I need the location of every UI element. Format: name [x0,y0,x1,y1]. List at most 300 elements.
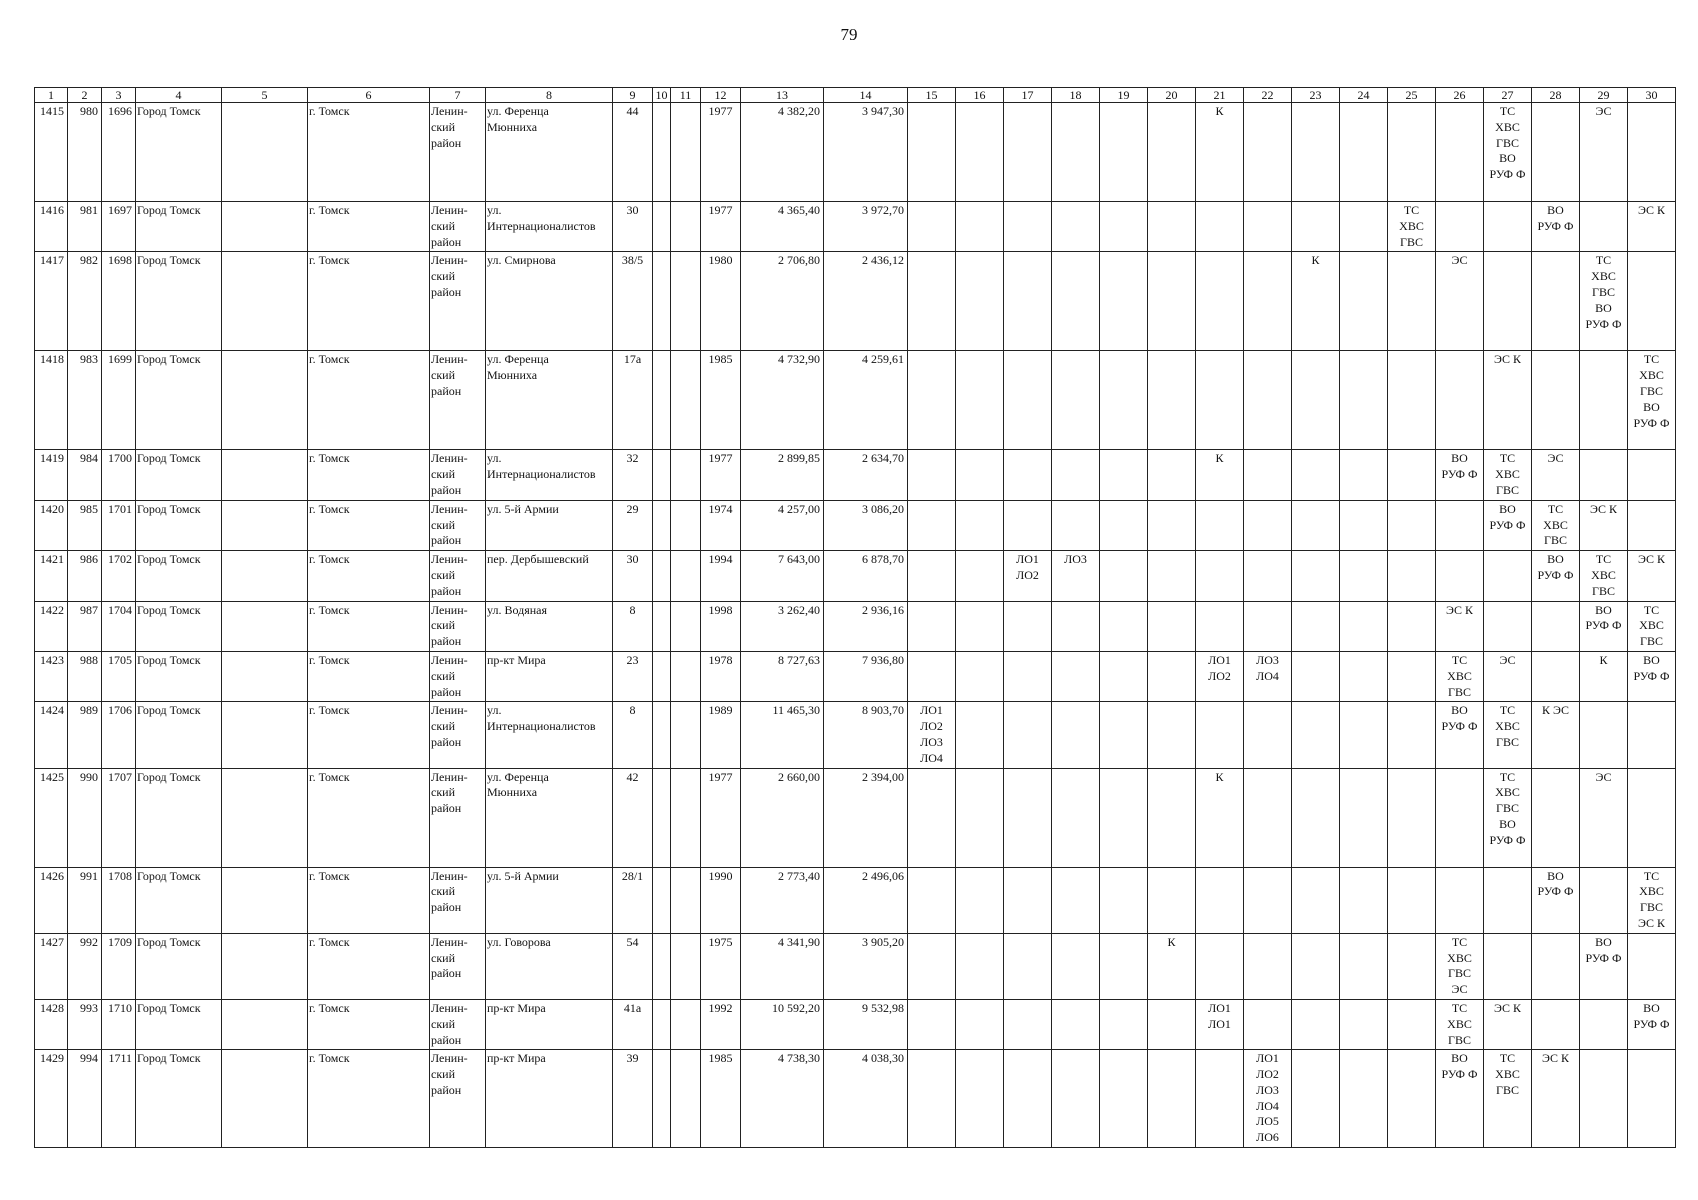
cell-col-18: ЛО3 [1052,551,1100,601]
cell-col-30: ЭС К [1628,551,1676,601]
cell-col-10 [653,551,671,601]
cell-col-13: 2 706,80 [741,252,824,351]
cell-col-11 [671,651,701,701]
cell-col-25 [1388,551,1436,601]
cell-col-22: ЛО3 ЛО4 [1244,651,1292,701]
cell-col-29 [1580,999,1628,1049]
cell-col-21 [1196,702,1244,768]
cell-col-9: 8 [613,601,653,651]
cell-col-1: 1423 [35,651,68,701]
cell-col-22 [1244,702,1292,768]
cell-col-17 [1004,351,1052,450]
cell-col-13: 7 643,00 [741,551,824,601]
cell-col-9: 30 [613,551,653,601]
cell-col-28 [1532,103,1580,202]
cell-col-11 [671,351,701,450]
cell-col-7: Ленин- ский район [430,933,486,999]
cell-col-12: 1998 [701,601,741,651]
cell-col-25: ТС ХВС ГВС [1388,202,1436,252]
cell-col-13: 4 365,40 [741,202,824,252]
cell-col-3: 1704 [102,601,136,651]
column-number-28: 28 [1532,88,1580,103]
cell-col-24 [1340,1050,1388,1148]
cell-col-23 [1292,202,1340,252]
column-number-6: 6 [308,88,430,103]
cell-col-2: 986 [68,551,102,601]
cell-col-9: 54 [613,933,653,999]
cell-col-11 [671,1050,701,1148]
cell-col-22 [1244,933,1292,999]
cell-col-26: ЭС К [1436,601,1484,651]
table-row [35,702,1676,768]
cell-col-17 [1004,651,1052,701]
cell-col-19 [1100,252,1148,351]
cell-col-23 [1292,351,1340,450]
cell-col-7: Ленин- ский район [430,351,486,450]
cell-col-8: пер. Дербышевский [486,551,613,601]
cell-col-19 [1100,202,1148,252]
cell-col-19 [1100,933,1148,999]
cell-col-29: ТС ХВС ГВС ВО РУФ Ф [1580,252,1628,351]
cell-col-3: 1697 [102,202,136,252]
table-row [35,651,1676,701]
cell-col-16 [956,103,1004,202]
cell-col-11 [671,500,701,550]
cell-col-13: 4 341,90 [741,933,824,999]
cell-col-26 [1436,768,1484,867]
cell-col-5 [222,351,308,450]
cell-col-12: 1994 [701,551,741,601]
cell-col-9: 39 [613,1050,653,1148]
cell-col-18 [1052,351,1100,450]
column-number-23: 23 [1292,88,1340,103]
cell-col-7: Ленин- ский район [430,651,486,701]
cell-col-4: Город Томск [136,551,222,601]
cell-col-23 [1292,867,1340,933]
column-number-row [35,88,1676,103]
cell-col-27 [1484,867,1532,933]
cell-col-12: 1985 [701,1050,741,1148]
cell-col-20: К [1148,933,1196,999]
cell-col-13: 3 262,40 [741,601,824,651]
cell-col-1: 1424 [35,702,68,768]
cell-col-7: Ленин- ский район [430,768,486,867]
column-number-24: 24 [1340,88,1388,103]
cell-col-16 [956,768,1004,867]
cell-col-2: 990 [68,768,102,867]
cell-col-23 [1292,103,1340,202]
cell-col-16 [956,933,1004,999]
column-number-16: 16 [956,88,1004,103]
cell-col-24 [1340,601,1388,651]
cell-col-24 [1340,202,1388,252]
cell-col-11 [671,601,701,651]
cell-col-19 [1100,450,1148,500]
cell-col-2: 981 [68,202,102,252]
cell-col-28 [1532,601,1580,651]
cell-col-1: 1426 [35,867,68,933]
cell-col-16 [956,1050,1004,1148]
cell-col-22 [1244,768,1292,867]
cell-col-20 [1148,768,1196,867]
cell-col-15 [908,999,956,1049]
cell-col-18 [1052,933,1100,999]
table-row [35,1050,1676,1148]
cell-col-12: 1977 [701,450,741,500]
cell-col-1: 1429 [35,1050,68,1148]
cell-col-28 [1532,933,1580,999]
cell-col-8: ул. Ференца Мюнниха [486,768,613,867]
cell-col-15 [908,103,956,202]
cell-col-23 [1292,768,1340,867]
cell-col-10 [653,1050,671,1148]
cell-col-25 [1388,651,1436,701]
cell-col-8: ул. Интернационалистов [486,702,613,768]
cell-col-28 [1532,768,1580,867]
cell-col-27: ТС ХВС ГВС ВО РУФ Ф [1484,103,1532,202]
cell-col-3: 1707 [102,768,136,867]
cell-col-24 [1340,867,1388,933]
cell-col-2: 985 [68,500,102,550]
cell-col-4: Город Томск [136,867,222,933]
cell-col-16 [956,601,1004,651]
cell-col-14: 3 972,70 [824,202,908,252]
table-row [35,867,1676,933]
cell-col-14: 2 436,12 [824,252,908,351]
cell-col-6: г. Томск [308,601,430,651]
table-row [35,768,1676,867]
cell-col-14: 8 903,70 [824,702,908,768]
cell-col-17 [1004,500,1052,550]
cell-col-26 [1436,103,1484,202]
cell-col-14: 3 905,20 [824,933,908,999]
cell-col-13: 2 773,40 [741,867,824,933]
cell-col-22 [1244,551,1292,601]
cell-col-20 [1148,252,1196,351]
cell-col-21: ЛО1 ЛО2 [1196,651,1244,701]
cell-col-16 [956,252,1004,351]
cell-col-17 [1004,1050,1052,1148]
cell-col-13: 11 465,30 [741,702,824,768]
cell-col-2: 993 [68,999,102,1049]
cell-col-22 [1244,450,1292,500]
cell-col-27 [1484,601,1532,651]
cell-col-3: 1709 [102,933,136,999]
cell-col-7: Ленин- ский район [430,500,486,550]
cell-col-12: 1977 [701,768,741,867]
cell-col-8: пр-кт Мира [486,1050,613,1148]
cell-col-23 [1292,702,1340,768]
cell-col-10 [653,702,671,768]
cell-col-15 [908,651,956,701]
cell-col-13: 4 382,20 [741,103,824,202]
cell-col-19 [1100,103,1148,202]
cell-col-15 [908,450,956,500]
column-number-2: 2 [68,88,102,103]
column-number-8: 8 [486,88,613,103]
cell-col-9: 28/1 [613,867,653,933]
cell-col-1: 1417 [35,252,68,351]
cell-col-12: 1980 [701,252,741,351]
cell-col-19 [1100,500,1148,550]
cell-col-18 [1052,202,1100,252]
cell-col-19 [1100,551,1148,601]
cell-col-17 [1004,702,1052,768]
cell-col-2: 983 [68,351,102,450]
cell-col-22 [1244,252,1292,351]
cell-col-13: 2 660,00 [741,768,824,867]
cell-col-5 [222,768,308,867]
cell-col-22 [1244,351,1292,450]
cell-col-13: 4 732,90 [741,351,824,450]
cell-col-28 [1532,252,1580,351]
cell-col-15 [908,500,956,550]
cell-col-8: ул. Смирнова [486,252,613,351]
cell-col-8: ул. 5-й Армии [486,500,613,550]
cell-col-6: г. Томск [308,933,430,999]
cell-col-21 [1196,351,1244,450]
column-number-4: 4 [136,88,222,103]
cell-col-27 [1484,202,1532,252]
cell-col-24 [1340,500,1388,550]
cell-col-4: Город Томск [136,351,222,450]
cell-col-27: ЭС К [1484,351,1532,450]
cell-col-8: ул. Говорова [486,933,613,999]
cell-col-22 [1244,202,1292,252]
table-row [35,202,1676,252]
cell-col-10 [653,867,671,933]
cell-col-24 [1340,351,1388,450]
cell-col-15 [908,351,956,450]
cell-col-23 [1292,1050,1340,1148]
cell-col-28: ВО РУФ Ф [1532,202,1580,252]
cell-col-19 [1100,1050,1148,1148]
cell-col-29: К [1580,651,1628,701]
table-row [35,500,1676,550]
cell-col-21 [1196,1050,1244,1148]
cell-col-7: Ленин- ский район [430,702,486,768]
cell-col-20 [1148,867,1196,933]
cell-col-24 [1340,999,1388,1049]
cell-col-28: ЭС К [1532,1050,1580,1148]
cell-col-17 [1004,768,1052,867]
cell-col-4: Город Томск [136,450,222,500]
cell-col-1: 1422 [35,601,68,651]
cell-col-29: ВО РУФ Ф [1580,601,1628,651]
cell-col-16 [956,450,1004,500]
cell-col-18 [1052,867,1100,933]
cell-col-26 [1436,351,1484,450]
cell-col-18 [1052,601,1100,651]
cell-col-24 [1340,702,1388,768]
cell-col-16 [956,351,1004,450]
cell-col-19 [1100,867,1148,933]
cell-col-10 [653,768,671,867]
cell-col-15 [908,202,956,252]
cell-col-5 [222,601,308,651]
cell-col-26: ВО РУФ Ф [1436,702,1484,768]
cell-col-24 [1340,450,1388,500]
cell-col-26: ВО РУФ Ф [1436,450,1484,500]
cell-col-30 [1628,500,1676,550]
cell-col-14: 3 086,20 [824,500,908,550]
cell-col-16 [956,651,1004,701]
cell-col-7: Ленин- ский район [430,252,486,351]
cell-col-2: 994 [68,1050,102,1148]
cell-col-8: ул. Ференца Мюнниха [486,351,613,450]
cell-col-14: 4 038,30 [824,1050,908,1148]
cell-col-7: Ленин- ский район [430,103,486,202]
cell-col-6: г. Томск [308,103,430,202]
cell-col-17 [1004,450,1052,500]
cell-col-3: 1711 [102,1050,136,1148]
cell-col-21: К [1196,103,1244,202]
cell-col-21 [1196,551,1244,601]
cell-col-28: ВО РУФ Ф [1532,551,1580,601]
cell-col-26: ВО РУФ Ф [1436,1050,1484,1148]
cell-col-30 [1628,252,1676,351]
cell-col-22: ЛО1 ЛО2 ЛО3 ЛО4 ЛО5 ЛО6 [1244,1050,1292,1148]
column-number-1: 1 [35,88,68,103]
cell-col-5 [222,999,308,1049]
cell-col-18 [1052,103,1100,202]
cell-col-30: ТС ХВС ГВС ЭС К [1628,867,1676,933]
cell-col-2: 992 [68,933,102,999]
cell-col-6: г. Томск [308,351,430,450]
cell-col-24 [1340,651,1388,701]
cell-col-30 [1628,450,1676,500]
cell-col-25 [1388,702,1436,768]
cell-col-12: 1985 [701,351,741,450]
cell-col-9: 38/5 [613,252,653,351]
cell-col-2: 984 [68,450,102,500]
table-body [35,88,1676,1148]
cell-col-25 [1388,933,1436,999]
cell-col-29: ЭС К [1580,500,1628,550]
cell-col-9: 41а [613,999,653,1049]
cell-col-4: Город Томск [136,702,222,768]
cell-col-29 [1580,867,1628,933]
cell-col-17 [1004,999,1052,1049]
column-number-26: 26 [1436,88,1484,103]
cell-col-12: 1990 [701,867,741,933]
cell-col-11 [671,768,701,867]
cell-col-1: 1419 [35,450,68,500]
cell-col-1: 1421 [35,551,68,601]
cell-col-25 [1388,351,1436,450]
cell-col-10 [653,651,671,701]
cell-col-15 [908,1050,956,1148]
cell-col-7: Ленин- ский район [430,999,486,1049]
cell-col-21 [1196,202,1244,252]
cell-col-7: Ленин- ский район [430,1050,486,1148]
cell-col-20 [1148,702,1196,768]
column-number-29: 29 [1580,88,1628,103]
cell-col-26: ТС ХВС ГВС [1436,999,1484,1049]
page-number: 79 [840,25,858,44]
cell-col-30 [1628,768,1676,867]
cell-col-11 [671,999,701,1049]
cell-col-26 [1436,551,1484,601]
cell-col-21 [1196,252,1244,351]
column-number-3: 3 [102,88,136,103]
cell-col-21 [1196,500,1244,550]
cell-col-17 [1004,933,1052,999]
cell-col-23 [1292,999,1340,1049]
cell-col-3: 1708 [102,867,136,933]
cell-col-3: 1706 [102,702,136,768]
cell-col-14: 2 496,06 [824,867,908,933]
cell-col-10 [653,601,671,651]
cell-col-5 [222,867,308,933]
cell-col-11 [671,450,701,500]
cell-col-3: 1702 [102,551,136,601]
cell-col-10 [653,202,671,252]
cell-col-22 [1244,601,1292,651]
cell-col-6: г. Томск [308,999,430,1049]
cell-col-25 [1388,103,1436,202]
cell-col-15 [908,768,956,867]
table-row [35,601,1676,651]
column-number-30: 30 [1628,88,1676,103]
table-row [35,252,1676,351]
cell-col-4: Город Томск [136,103,222,202]
cell-col-24 [1340,103,1388,202]
cell-col-12: 1974 [701,500,741,550]
cell-col-26: ЭС [1436,252,1484,351]
cell-col-26: ТС ХВС ГВС [1436,651,1484,701]
cell-col-30 [1628,933,1676,999]
cell-col-16 [956,999,1004,1049]
cell-col-15 [908,933,956,999]
cell-col-28 [1532,651,1580,701]
cell-col-18 [1052,651,1100,701]
cell-col-19 [1100,601,1148,651]
cell-col-16 [956,551,1004,601]
cell-col-2: 982 [68,252,102,351]
cell-col-27: ТС ХВС ГВС ВО РУФ Ф [1484,768,1532,867]
cell-col-12: 1977 [701,202,741,252]
cell-col-1: 1415 [35,103,68,202]
cell-col-4: Город Томск [136,202,222,252]
cell-col-15: ЛО1 ЛО2 ЛО3 ЛО4 [908,702,956,768]
cell-col-29: ЭС [1580,768,1628,867]
cell-col-14: 9 532,98 [824,999,908,1049]
cell-col-30: ТС ХВС ГВС ВО РУФ Ф [1628,351,1676,450]
column-number-10: 10 [653,88,671,103]
cell-col-16 [956,500,1004,550]
cell-col-17 [1004,252,1052,351]
column-number-20: 20 [1148,88,1196,103]
cell-col-7: Ленин- ский район [430,202,486,252]
cell-col-7: Ленин- ский район [430,601,486,651]
cell-col-28 [1532,351,1580,450]
cell-col-18 [1052,768,1100,867]
cell-col-10 [653,351,671,450]
table-row [35,933,1676,999]
cell-col-20 [1148,500,1196,550]
cell-col-27: ТС ХВС ГВС [1484,702,1532,768]
cell-col-25 [1388,768,1436,867]
cell-col-23 [1292,651,1340,701]
cell-col-5 [222,500,308,550]
cell-col-16 [956,202,1004,252]
table-row [35,450,1676,500]
cell-col-4: Город Томск [136,768,222,867]
cell-col-30 [1628,103,1676,202]
cell-col-30: ЭС К [1628,202,1676,252]
cell-col-10 [653,252,671,351]
